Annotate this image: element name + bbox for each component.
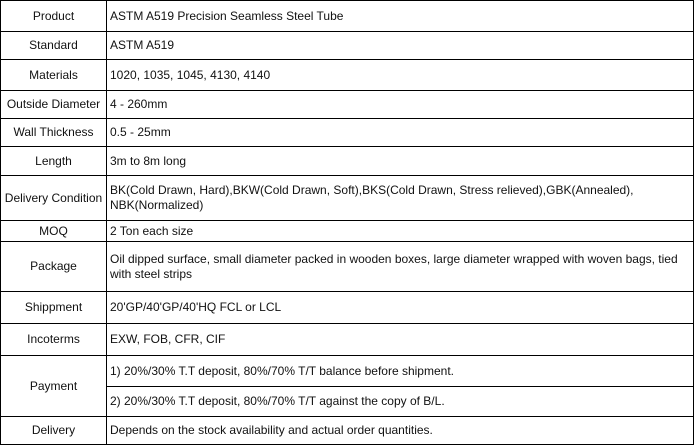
shippment-value: 20'GP/40'GP/40'HQ FCL or LCL	[107, 292, 694, 324]
table-row	[1, 356, 694, 387]
table-row	[1, 221, 694, 242]
product-value: ASTM A519 Precision Seamless Steel Tube	[107, 1, 694, 32]
wall-thickness-value: 0.5 - 25mm	[107, 119, 694, 147]
moq-label: MOQ	[1, 221, 107, 242]
table-row	[1, 292, 694, 324]
outside-diameter-label: Outside Diameter	[1, 91, 107, 119]
delivery-condition-value: BK(Cold Drawn, Hard),BKW(Cold Drawn, Soft),BKS(Cold Drawn, Stress relieved),GBK(Annealed), NBK(Normalized)	[107, 176, 694, 221]
materials-label: Materials	[1, 60, 107, 91]
payment-option-1: 1) 20%/30% T.T deposit, 80%/70% T/T balance before shipment.	[107, 356, 694, 387]
delivery-condition-label: Delivery Condition	[1, 176, 107, 221]
incoterms-label: Incoterms	[1, 324, 107, 356]
moq-value: 2 Ton each size	[107, 221, 694, 242]
table-row	[1, 91, 694, 119]
length-label: Length	[1, 147, 107, 176]
delivery-label: Delivery	[1, 417, 107, 445]
table-row	[1, 242, 694, 292]
table-row	[1, 417, 694, 445]
package-value: Oil dipped surface, small diameter packed in wooden boxes, large diameter wrapped with woven bags, tied with steel strips	[107, 242, 694, 292]
standard-value: ASTM A519	[107, 32, 694, 60]
outside-diameter-value: 4 - 260mm	[107, 91, 694, 119]
payment-label: Payment	[1, 356, 107, 417]
table-row	[1, 324, 694, 356]
standard-label: Standard	[1, 32, 107, 60]
delivery-value: Depends on the stock availability and actual order quantities.	[107, 417, 694, 445]
length-value: 3m to 8m long	[107, 147, 694, 176]
shippment-label: Shippment	[1, 292, 107, 324]
table-row	[1, 60, 694, 91]
wall-thickness-label: Wall Thickness	[1, 119, 107, 147]
payment-option-2: 2) 20%/30% T.T deposit, 80%/70% T/T against the copy of B/L.	[107, 387, 694, 417]
table-row	[1, 147, 694, 176]
table-row	[1, 119, 694, 147]
package-label: Package	[1, 242, 107, 292]
table-row	[1, 176, 694, 221]
product-label: Product	[1, 1, 107, 32]
incoterms-value: EXW, FOB, CFR, CIF	[107, 324, 694, 356]
table-row	[1, 32, 694, 60]
materials-value: 1020, 1035, 1045, 4130, 4140	[107, 60, 694, 91]
table-row	[1, 1, 694, 32]
